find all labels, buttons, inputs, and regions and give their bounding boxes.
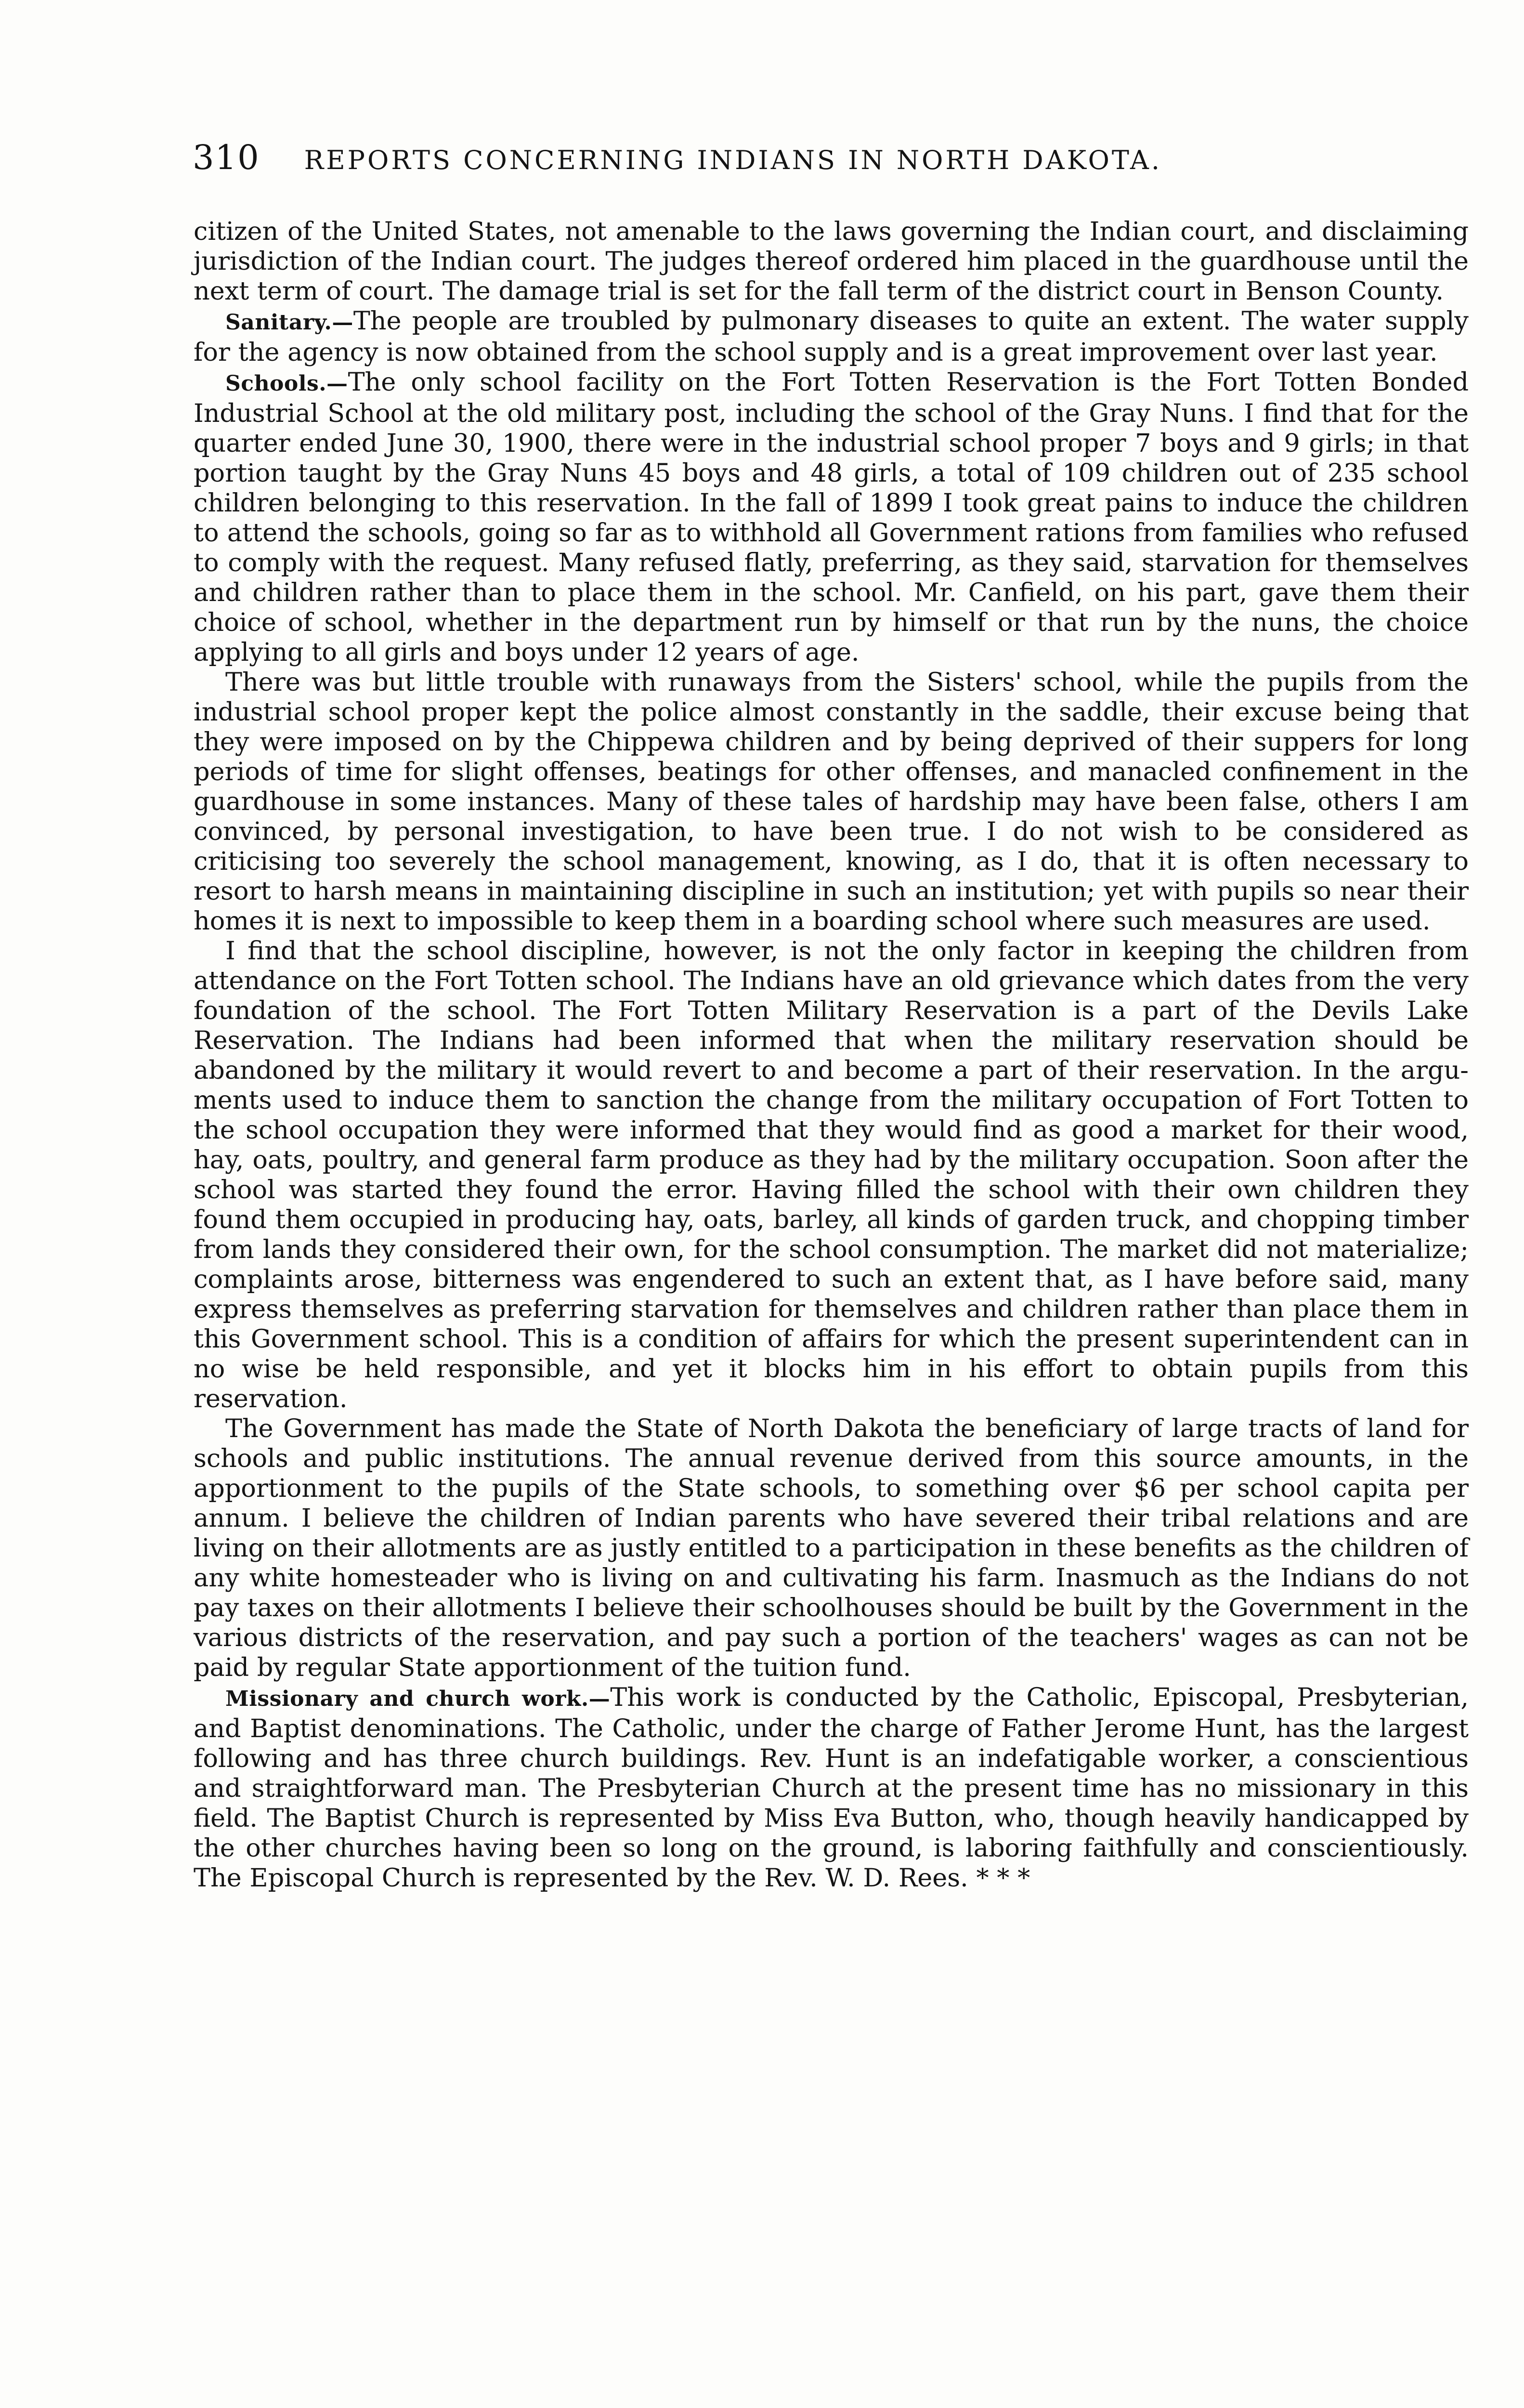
section-heading-missionary: Missionary and church work.— <box>225 1687 611 1711</box>
paragraph-sanitary <box>194 306 1469 367</box>
section-heading-sanitary: Sanitary.— <box>225 310 353 335</box>
paragraph-runaways <box>194 667 1469 936</box>
paragraph-state-lands <box>194 1414 1469 1683</box>
paragraph-text: The only school facility on the Fort Totten Reservation is the Fort Totten Bonded Industrial School at the old military post, including the school of the Gray Nuns. I find that for the quarter ended June 30, 1900, there were in the industrial school proper 7 boys and 9 girls; in that portion taught by the Gray Nuns 45 boys and 48 girls, a total of 109 children out of 235 school children belonging to this reservation. In the fall of 1899 I took great pains to induce the children to attend the schools, going so far as to withhold all Government rations from families who refused to comply with the request. Many refused flatly, preferring, as they said, starvation for themselves and children rather than to place them in the school. Mr. Canfield, on his part, gave them their choice of school, whether in the department run by himself or that run by the nuns, the choice applying to all girls and boys under 12 years of age. <box>194 367 1469 667</box>
section-heading-schools: Schools.— <box>225 371 348 396</box>
paragraph-text: There was but little trouble with runaways from the Sisters' school, while the pupils from the industrial school proper kept the police almost constantly in the saddle, their excuse being that they were imposed on by the Chippewa children and by being deprived of their suppers for long periods of time for slight offenses, beatings for other offenses, and manacled confinement in the guardhouse in some instances. Many of these tales of hardship may have been false, others I am convinced, by personal investigation, to have been true. I do not wish to be considered as criticising too severely the school management, knowing, as I do, that it is often necessary to resort to harsh means in maintaining discipline in such an institution; yet with pupils so near their homes it is next to impossible to keep them in a boarding school where such measures are used. <box>194 667 1469 936</box>
paragraph-text: I find that the school discipline, however, is not the only factor in keeping the children from attendance on the Fort Totten school. The Indians have an old grievance which dates from the very foundation of the school. The Fort Totten Military Reservation is a part of the Devils Lake Reservation. The Indians had been informed that when the military reservation should be abandoned by the military it would revert to and become a part of their reservation. In the arguments used to induce them to sanction the change from the military occupation of Fort Totten to the school occupation they were informed that they would find as good a market for their wood, hay, oats, poultry, and general farm produce as they had by the military occupation. Soon after the school was started they found the error. Having filled the school with their own children they found them occupied in producing hay, oats, barley, all kinds of garden truck, and chopping timber from lands they considered their own, for the school consumption. The market did not materialize; complaints arose, bitterness was engendered to such an extent that, as I have before said, many express themselves as preferring starvation for themselves and children rather than place them in this Government school. This is a condition of affairs for which the present superintendent can in no wise be held responsible, and yet it blocks him in his effort to obtain pupils from this reservation. <box>194 936 1469 1413</box>
report-body <box>194 217 1469 1893</box>
paragraph-missionary <box>194 1683 1469 1893</box>
paragraph-text: This work is conducted by the Catholic, Episcopal, Presbyterian, and Baptist denominations. The Catholic, under the charge of Father Jerome Hunt, has the largest following and has three church buildings. Rev. Hunt is an indefatigable worker, a conscientious and straightforward man. The Presbyterian Church at the present time has no missionary in this field. The Baptist Church is represented by Miss Eva Button, who, though heavily handicapped by the other churches having been so long on the ground, is laboring faithfully and conscientiously. The Episcopal Church is represented by the Rev. W. D. Rees. * * * <box>194 1683 1469 1893</box>
paragraph-text: The Government has made the State of North Dakota the beneficiary of large tracts of land for schools and public institutions. The annual revenue derived from this source amounts, in the apportionment to the pupils of the State schools, to something over $6 per school capita per annum. I believe the children of Indian parents who have severed their tribal relations and are living on their allotments are as justly entitled to a participation in these benefits as the children of any white homesteader who is living on and cultivating his farm. Inasmuch as the Indians do not pay taxes on their allotments I believe their schoolhouses should be built by the Government in the various districts of the reservation, and pay such a portion of the teachers' wages as can not be paid by regular State apportionment of the tuition fund. <box>194 1414 1469 1682</box>
page-header <box>193 138 1339 181</box>
page-number: 310 <box>193 138 260 177</box>
paragraph-text: citizen of the United States, not amenable to the laws governing the Indian court, and disclaiming jurisdiction of the Indian court. The judges thereof ordered him placed in the guardhouse until the next term of court. The damage trial is set for the fall term of the district court in Benson County. <box>194 217 1469 306</box>
running-head: REPORTS CONCERNING INDIANS IN NORTH DAKOTA. <box>304 145 1162 175</box>
paragraph-school-discipline <box>194 936 1469 1414</box>
paragraph-text: The people are troubled by pulmonary diseases to quite an extent. The water supply for the agency is now obtained from the school supply and is a great improvement over last year. <box>194 306 1469 367</box>
paragraph-schools <box>194 367 1469 667</box>
paragraph-court-continuation <box>194 217 1469 306</box>
